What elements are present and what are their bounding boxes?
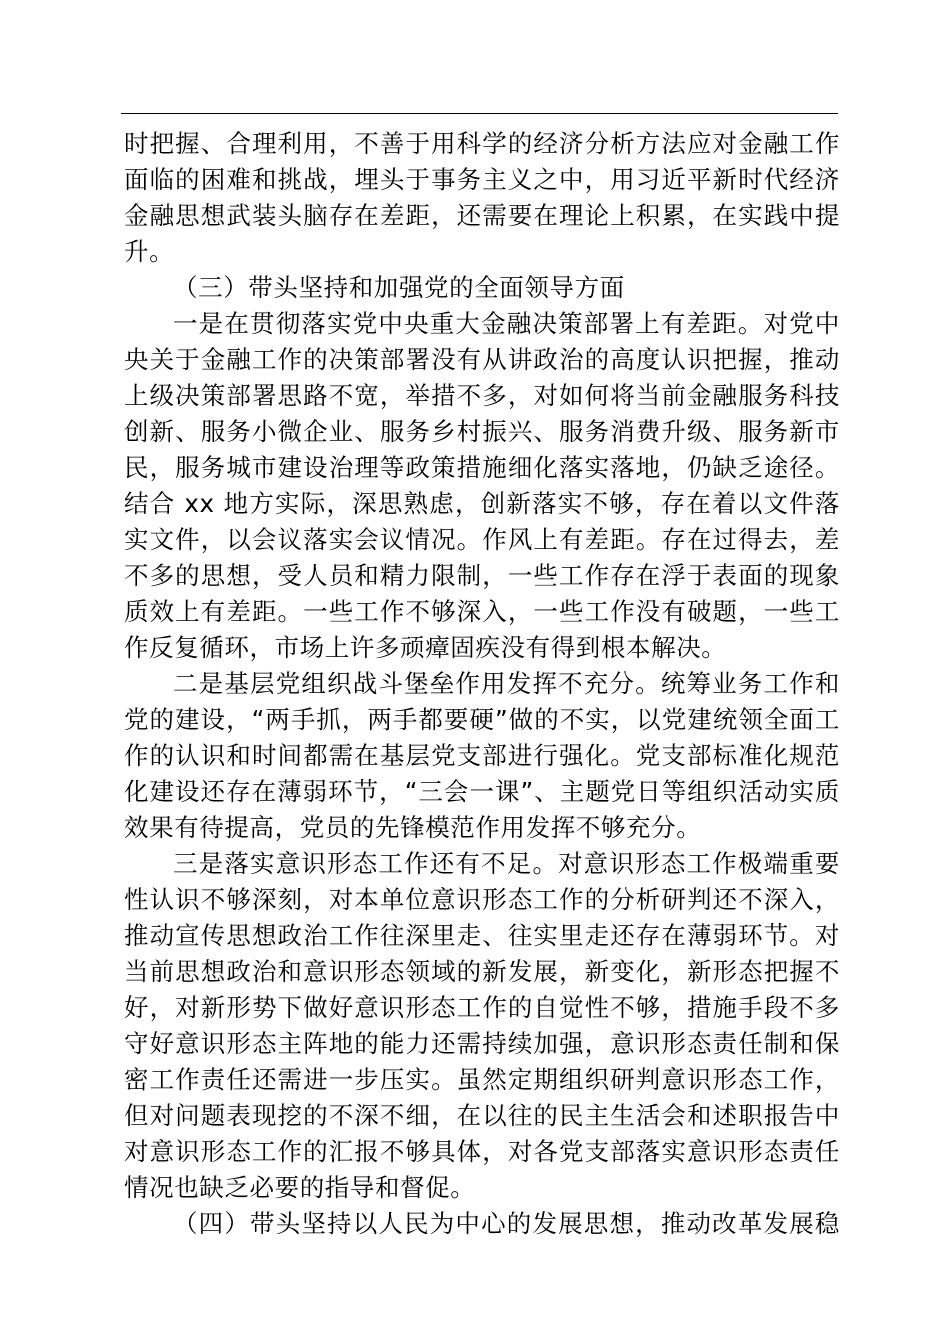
text-line: 升。 bbox=[124, 237, 175, 266]
text-line: 二是基层党组织战斗堡垒作用发挥不充分。统筹业务工作和 bbox=[173, 669, 840, 698]
text-line: 三是落实意识形态工作还有不足。对意识形态工作极端重要 bbox=[173, 849, 840, 878]
text-line: 化建设还存在薄弱环节，“三会一课”、主题党日等组织活动实质 bbox=[124, 777, 840, 806]
text-line: 作反复循环，市场上许多顽瘴固疾没有得到根本解决。 bbox=[124, 633, 727, 662]
text-line: 推动宣传思想政治工作往深里走、往实里走还存在薄弱环节。对 bbox=[124, 921, 840, 950]
section-heading: （三）带头坚持和加强党的全面领导方面 bbox=[173, 273, 625, 302]
text-line: 情况也缺乏必要的指导和督促。 bbox=[124, 1173, 476, 1202]
text-line: 央关于金融工作的决策部署没有从讲政治的高度认识把握，推动 bbox=[124, 345, 840, 374]
text-line: 不多的思想，受人员和精力限制，一些工作存在浮于表面的现象 bbox=[124, 561, 840, 590]
text-line: 创新、服务小微企业、服务乡村振兴、服务消费升级、服务新市 bbox=[124, 417, 840, 446]
text-line: 效果有待提高，党员的先锋模范作用发挥不够充分。 bbox=[124, 813, 702, 842]
text-line: 金融思想武装头脑存在差距，还需要在理论上积累，在实践中提 bbox=[124, 201, 840, 230]
text-line: 性认识不够深刻，对本单位意识形态工作的分析研判还不深入， bbox=[124, 885, 840, 914]
text-line: 面临的困难和挑战，埋头于事务主义之中，用习近平新时代经济 bbox=[124, 165, 840, 194]
header-rule bbox=[121, 113, 838, 114]
text-line: 时把握、合理利用，不善于用科学的经济分析方法应对金融工作 bbox=[124, 129, 840, 158]
text-line: 民，服务城市建设治理等政策措施细化落实落地，仍缺乏途径。 bbox=[124, 453, 840, 482]
text-line: 结合 xx 地方实际，深思熟虑，创新落实不够，存在着以文件落 bbox=[124, 489, 840, 518]
text-line: 对意识形态工作的汇报不够具体，对各党支部落实意识形态责任 bbox=[124, 1137, 840, 1166]
text-line: 实文件，以会议落实会议情况。作风上有差距。存在过得去，差 bbox=[124, 525, 840, 554]
text-line: 守好意识形态主阵地的能力还需持续加强，意识形态责任制和保 bbox=[124, 1029, 840, 1058]
text-line: 上级决策部署思路不宽，举措不多，对如何将当前金融服务科技 bbox=[124, 381, 840, 410]
text-line: 密工作责任还需进一步压实。虽然定期组织研判意识形态工作， bbox=[124, 1065, 840, 1094]
text-line: 好，对新形势下做好意识形态工作的自觉性不够，措施手段不多 bbox=[124, 993, 840, 1022]
section-heading: （四）带头坚持以人民为中心的发展思想，推动改革发展稳 bbox=[173, 1209, 840, 1238]
text-line: 当前思想政治和意识形态领域的新发展，新变化，新形态把握不 bbox=[124, 957, 840, 986]
text-line: 质效上有差距。一些工作不够深入，一些工作没有破题，一些工 bbox=[124, 597, 840, 626]
text-line: 但对问题表现挖的不深不细，在以往的民主生活会和述职报告中 bbox=[124, 1101, 840, 1130]
text-line: 作的认识和时间都需在基层党支部进行强化。党支部标准化规范 bbox=[124, 741, 840, 770]
text-line: 党的建设，“两手抓，两手都要硬”做的不实，以党建统领全面工 bbox=[124, 705, 840, 734]
text-line: 一是在贯彻落实党中央重大金融决策部署上有差距。对党中 bbox=[173, 309, 840, 338]
